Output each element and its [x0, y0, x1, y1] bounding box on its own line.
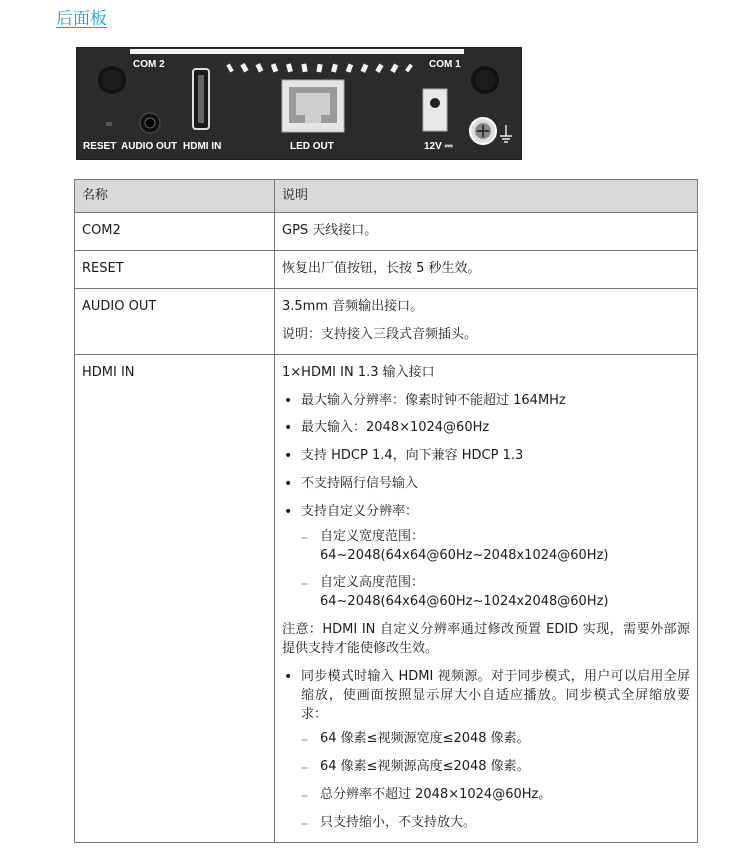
right-screw-icon [471, 66, 499, 94]
sync-mode-text: 同步模式时输入 HDMI 视频源。对于同步模式，用户可以启用全屏缩放，使画面按照显示屏大小自适应播放。同步模式全屏缩放要求： [301, 668, 690, 722]
audio-out-label: AUDIO OUT [121, 141, 178, 152]
table-row [75, 251, 698, 289]
com2-label: COM 2 [133, 59, 165, 70]
sync-mode-list [282, 668, 690, 833]
table-row [75, 354, 698, 842]
section-title: 后面板 [56, 9, 107, 29]
reset-button-icon [106, 122, 112, 126]
list-item: • 不支持隔行信号输入 [282, 475, 690, 494]
audio-desc-line: 3.5mm 音频输出接口。 [282, 299, 424, 314]
list-item: • 最大输入分辨率：像素时钟不能超过 164MHz [282, 392, 690, 411]
list-item: – 只支持缩小，不支持放大。 [301, 814, 690, 833]
hdmi-intro: 1×HDMI IN 1.3 输入接口 [282, 364, 435, 380]
header-name: 名称 [75, 180, 275, 213]
hdmi-spec-list [282, 392, 690, 613]
led-out-label: LED OUT [290, 141, 334, 152]
interface-table [74, 179, 698, 843]
rear-panel-illustration [76, 47, 522, 160]
table-row [75, 213, 698, 251]
list-item: • 最大输入：2048×1024@60Hz [282, 419, 690, 438]
power-connector-icon [423, 89, 447, 131]
reset-label: RESET [83, 141, 117, 152]
row-description [275, 354, 698, 842]
header-description: 说明 [275, 180, 698, 213]
audio-jack-icon [140, 113, 160, 133]
custom-resolution-list [301, 528, 690, 612]
audio-note-line: 说明：支持接入三段式音频插头。 [282, 326, 478, 342]
list-item: – 自定义高度范围：64~2048(64x64@60Hz~1024x2048@60Hz) [301, 574, 690, 612]
table-header-row [75, 180, 698, 213]
sync-requirement-list [301, 730, 690, 832]
custom-resolution-label: 支持自定义分辨率： [301, 503, 419, 519]
list-item: – 64 像素≤视频源高度≤2048 像素。 [301, 758, 690, 777]
row-description [275, 289, 698, 355]
row-description: 恢复出厂值按钮，长按 5 秒生效。 [275, 251, 698, 289]
hdmi-port-icon [193, 69, 209, 129]
list-item: – 自定义宽度范围：64~2048(64x64@60Hz~2048x1024@60Hz) [301, 528, 690, 566]
list-item [282, 503, 690, 612]
hdmi-in-label: HDMI IN [183, 141, 222, 152]
led-out-rj45-port-icon [282, 80, 344, 132]
row-name: AUDIO OUT [75, 289, 275, 355]
list-item [282, 668, 690, 833]
left-screw-icon [98, 66, 126, 94]
row-name: COM2 [75, 213, 275, 251]
list-item: • 支持 HDCP 1.4，向下兼容 HDCP 1.3 [282, 447, 690, 466]
list-item: – 64 像素≤视频源宽度≤2048 像素。 [301, 730, 690, 749]
row-name: RESET [75, 251, 275, 289]
row-name: HDMI IN [75, 354, 275, 842]
list-item: – 总分辨率不超过 2048×1024@60Hz。 [301, 786, 690, 805]
table-row [75, 289, 698, 355]
row-description: GPS 天线接口。 [275, 213, 698, 251]
com1-label: COM 1 [429, 59, 461, 70]
hdmi-note: 注意：HDMI IN 自定义分辨率通过修改预置 EDID 实现，需要外部源提供支持才能使修改生效。 [282, 622, 690, 656]
power-label: 12V ⎓ [424, 141, 453, 152]
